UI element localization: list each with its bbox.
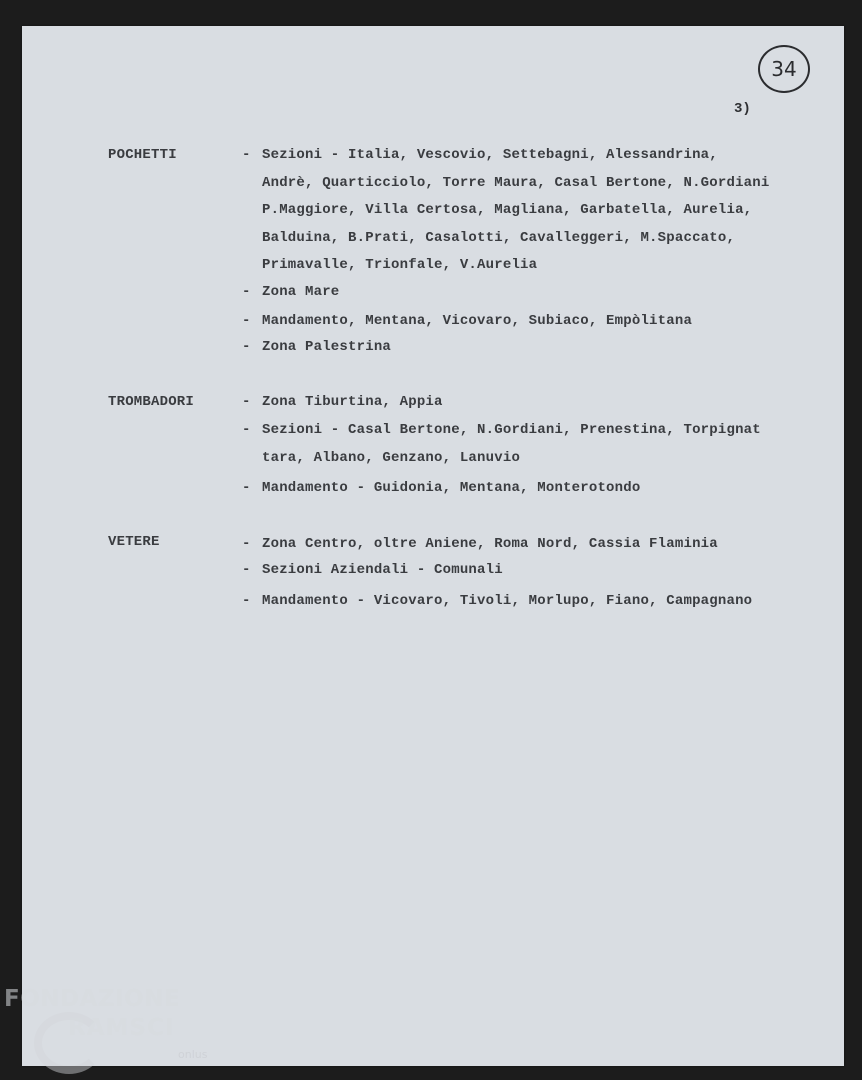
section-name-trombadori: TROMBADORI [108,394,195,410]
item-line: Mandamento, Mentana, Vicovaro, Subiaco, Empòlitana [262,313,693,329]
section-name-pochetti: POCHETTI [108,147,177,163]
item-dash: - [242,562,251,578]
item-dash: - [242,339,251,355]
watermark-line1: FONDAZIONE [4,986,181,1012]
item-line: Sezioni Aziendali - Comunali [262,562,503,578]
document-page [22,26,844,1066]
item-line: tara, Albano, Genzano, Lanuvio [262,450,521,466]
item-dash: - [242,394,251,410]
item-line: Sezioni - Italia, Vescovio, Settebagni, Alessandrina, [262,147,718,163]
item-line: Mandamento - Vicovaro, Tivoli, Morlupo, Fiano, Campagnano [262,593,753,609]
archive-number-circle [758,45,810,93]
watermark-line3: onlus [178,1048,208,1061]
item-line: Zona Palestrina [262,339,392,355]
item-line: Primavalle, Trionfale, V.Aurelia [262,257,538,273]
item-line: Mandamento - Guidonia, Mentana, Monterotondo [262,480,641,496]
item-line: Sezioni - Casal Bertone, N.Gordiani, Prenestina, Torpignat [262,422,761,438]
item-dash: - [242,422,251,438]
item-line: Zona Mare [262,284,340,300]
item-line: Zona Tiburtina, Appia [262,394,443,410]
section-name-vetere: VETERE [108,534,160,550]
item-line: Zona Centro, oltre Aniene, Roma Nord, Cassia Flaminia [262,536,718,552]
watermark-line2: RAMSCI [68,1015,175,1041]
item-dash: - [242,480,251,496]
item-dash: - [242,284,251,300]
item-dash: - [242,593,251,609]
item-line: P.Maggiore, Villa Certosa, Magliana, Garbatella, Aurelia, [262,202,753,218]
archive-number: 34 [771,57,797,81]
item-dash: - [242,536,251,552]
item-dash: - [242,313,251,329]
item-dash: - [242,147,251,163]
page-number: 3) [734,101,751,117]
item-line: Andrè, Quarticciolo, Torre Maura, Casal Bertone, N.Gordiani [262,175,770,191]
fondazione-gramsci-watermark [4,986,224,1076]
item-line: Balduina, B.Prati, Casalotti, Cavalleggeri, M.Spaccato, [262,230,736,246]
